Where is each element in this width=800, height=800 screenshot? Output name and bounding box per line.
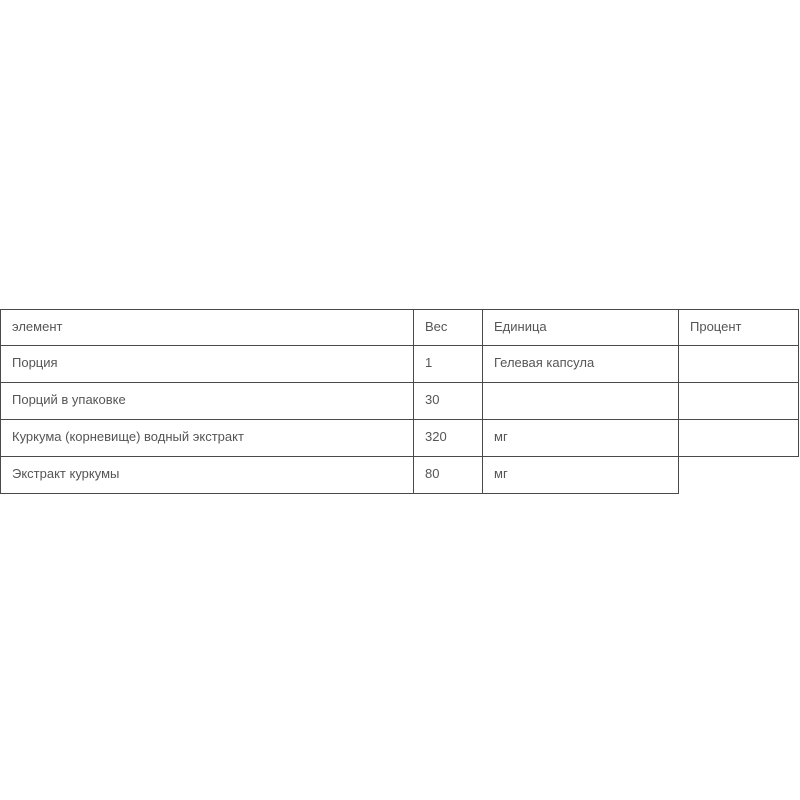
cell-element: Порция xyxy=(0,346,414,383)
cell-element: Экстракт куркумы xyxy=(0,457,414,494)
table-header-row xyxy=(0,309,799,346)
cell-unit: мг xyxy=(483,420,679,457)
cell-unit: Гелевая капсула xyxy=(483,346,679,383)
header-element: элемент xyxy=(0,309,414,346)
cell-unit: мг xyxy=(483,457,679,494)
cell-element: Порций в упаковке xyxy=(0,383,414,420)
cell-weight: 1 xyxy=(414,346,483,383)
cell-element: Куркума (корневище) водный экстракт xyxy=(0,420,414,457)
cell-percent xyxy=(679,420,799,457)
cell-unit xyxy=(483,383,679,420)
table-row xyxy=(0,383,799,420)
table-row xyxy=(0,346,799,383)
cell-missing xyxy=(679,457,799,494)
cell-percent xyxy=(679,383,799,420)
table-row xyxy=(0,420,799,457)
cell-weight: 30 xyxy=(414,383,483,420)
header-unit: Единица xyxy=(483,309,679,346)
cell-percent xyxy=(679,346,799,383)
header-weight: Вес xyxy=(414,309,483,346)
header-percent: Процент xyxy=(679,309,799,346)
cell-weight: 80 xyxy=(414,457,483,494)
table-row xyxy=(0,457,799,494)
supplement-facts-table xyxy=(0,309,799,494)
cell-weight: 320 xyxy=(414,420,483,457)
